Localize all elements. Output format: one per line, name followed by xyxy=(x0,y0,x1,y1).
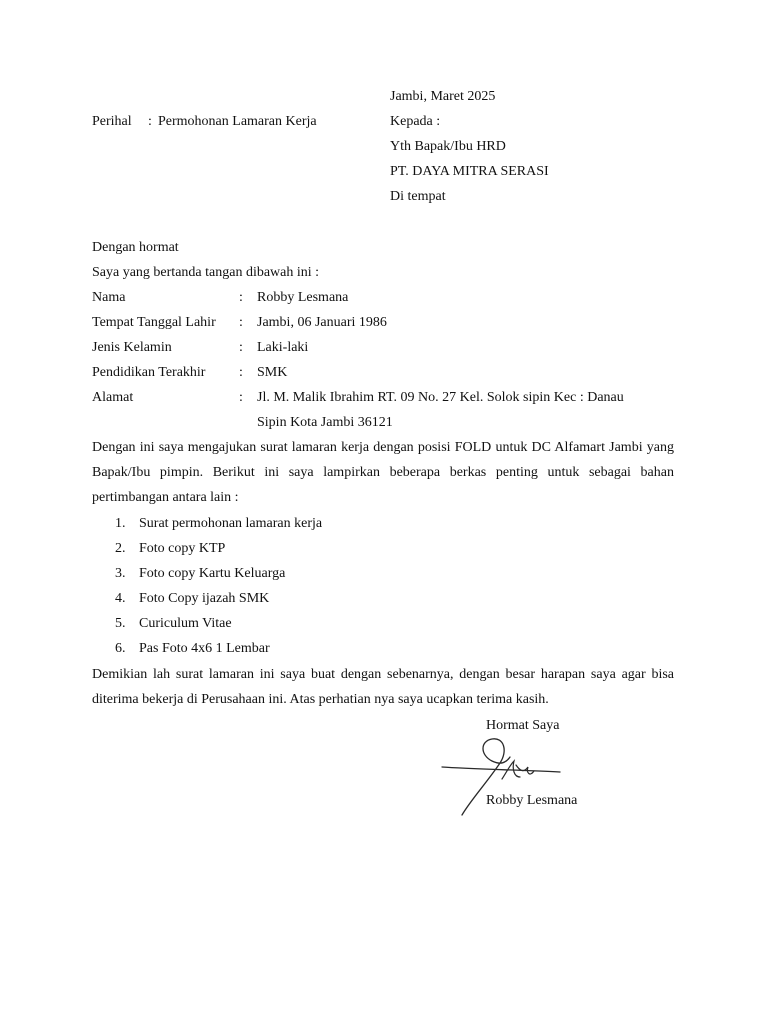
field-row-nama xyxy=(92,285,674,310)
list-text: Foto Copy ijazah SMK xyxy=(139,591,270,606)
field-value: Laki-laki xyxy=(257,340,309,355)
list-number: 4. xyxy=(115,591,126,606)
field-colon: : xyxy=(239,365,243,380)
field-value-line2: Sipin Kota Jambi 36121 xyxy=(257,415,393,430)
greeting: Dengan hormat xyxy=(92,240,179,255)
field-value: Jl. M. Malik Ibrahim RT. 09 No. 27 Kel. Solok sipin Kec : Danau xyxy=(257,390,624,405)
list-text: Foto copy Kartu Keluarga xyxy=(139,566,286,581)
field-label: Alamat xyxy=(92,390,134,405)
subject-value: Permohonan Lamaran Kerja xyxy=(158,114,317,129)
closing-paragraph: Demikian lah surat lamaran ini saya buat dengan sebenarnya, dengan besar harapan saya agar bisa diterima bekerja di Perusahaan ini. Atas perhatian nya saya ucapkan terima kasih. xyxy=(92,667,674,707)
recipient-line: PT. DAYA MITRA SERASI xyxy=(390,164,549,179)
list-number: 2. xyxy=(115,541,126,556)
list-number: 1. xyxy=(115,516,126,531)
field-colon: : xyxy=(239,315,243,330)
field-value: Robby Lesmana xyxy=(257,290,349,305)
field-value: SMK xyxy=(257,365,288,380)
subject-colon: : xyxy=(148,114,152,129)
list-item xyxy=(115,511,322,536)
list-text: Foto copy KTP xyxy=(139,541,226,556)
list-text: Surat permohonan lamaran kerja xyxy=(139,516,323,531)
list-item xyxy=(115,636,270,661)
list-item xyxy=(115,536,225,561)
field-row-birth xyxy=(92,310,674,335)
list-item xyxy=(115,586,269,611)
field-label: Jenis Kelamin xyxy=(92,340,172,355)
field-row-gender xyxy=(92,335,674,360)
field-colon: : xyxy=(239,340,243,355)
intro-line: Saya yang bertanda tangan dibawah ini : xyxy=(92,265,320,280)
recipient-line: Kepada : xyxy=(390,114,441,129)
field-value: Jambi, 06 Januari 1986 xyxy=(257,315,387,330)
list-item xyxy=(115,561,285,586)
list-number: 6. xyxy=(115,641,126,656)
field-label: Pendidikan Terakhir xyxy=(92,365,206,380)
list-text: Pas Foto 4x6 1 Lembar xyxy=(139,641,270,656)
field-label: Tempat Tanggal Lahir xyxy=(92,315,216,330)
body-paragraph: Dengan ini saya mengajukan surat lamaran kerja dengan posisi FOLD untuk DC Alfamart Jambi yang Bapak/Ibu pimpin. Berikut ini saya lampirkan beberapa berkas penting untuk sebagai bahan pertimbangan antara lain : xyxy=(92,440,674,505)
field-row-education xyxy=(92,360,674,385)
list-number: 3. xyxy=(115,566,126,581)
field-label: Nama xyxy=(92,290,126,305)
recipient-line: Di tempat xyxy=(390,189,446,204)
field-colon: : xyxy=(239,290,243,305)
field-colon: : xyxy=(239,390,243,405)
list-item xyxy=(115,611,232,636)
list-number: 5. xyxy=(115,616,126,631)
field-row-address xyxy=(92,385,674,435)
list-text: Curiculum Vitae xyxy=(139,616,232,631)
subject-label: Perihal xyxy=(92,114,132,129)
closing-salutation: Hormat Saya xyxy=(486,718,560,733)
signer-name: Robby Lesmana xyxy=(486,793,578,808)
place-date: Jambi, Maret 2025 xyxy=(390,89,496,104)
recipient-line: Yth Bapak/Ibu HRD xyxy=(390,139,506,154)
